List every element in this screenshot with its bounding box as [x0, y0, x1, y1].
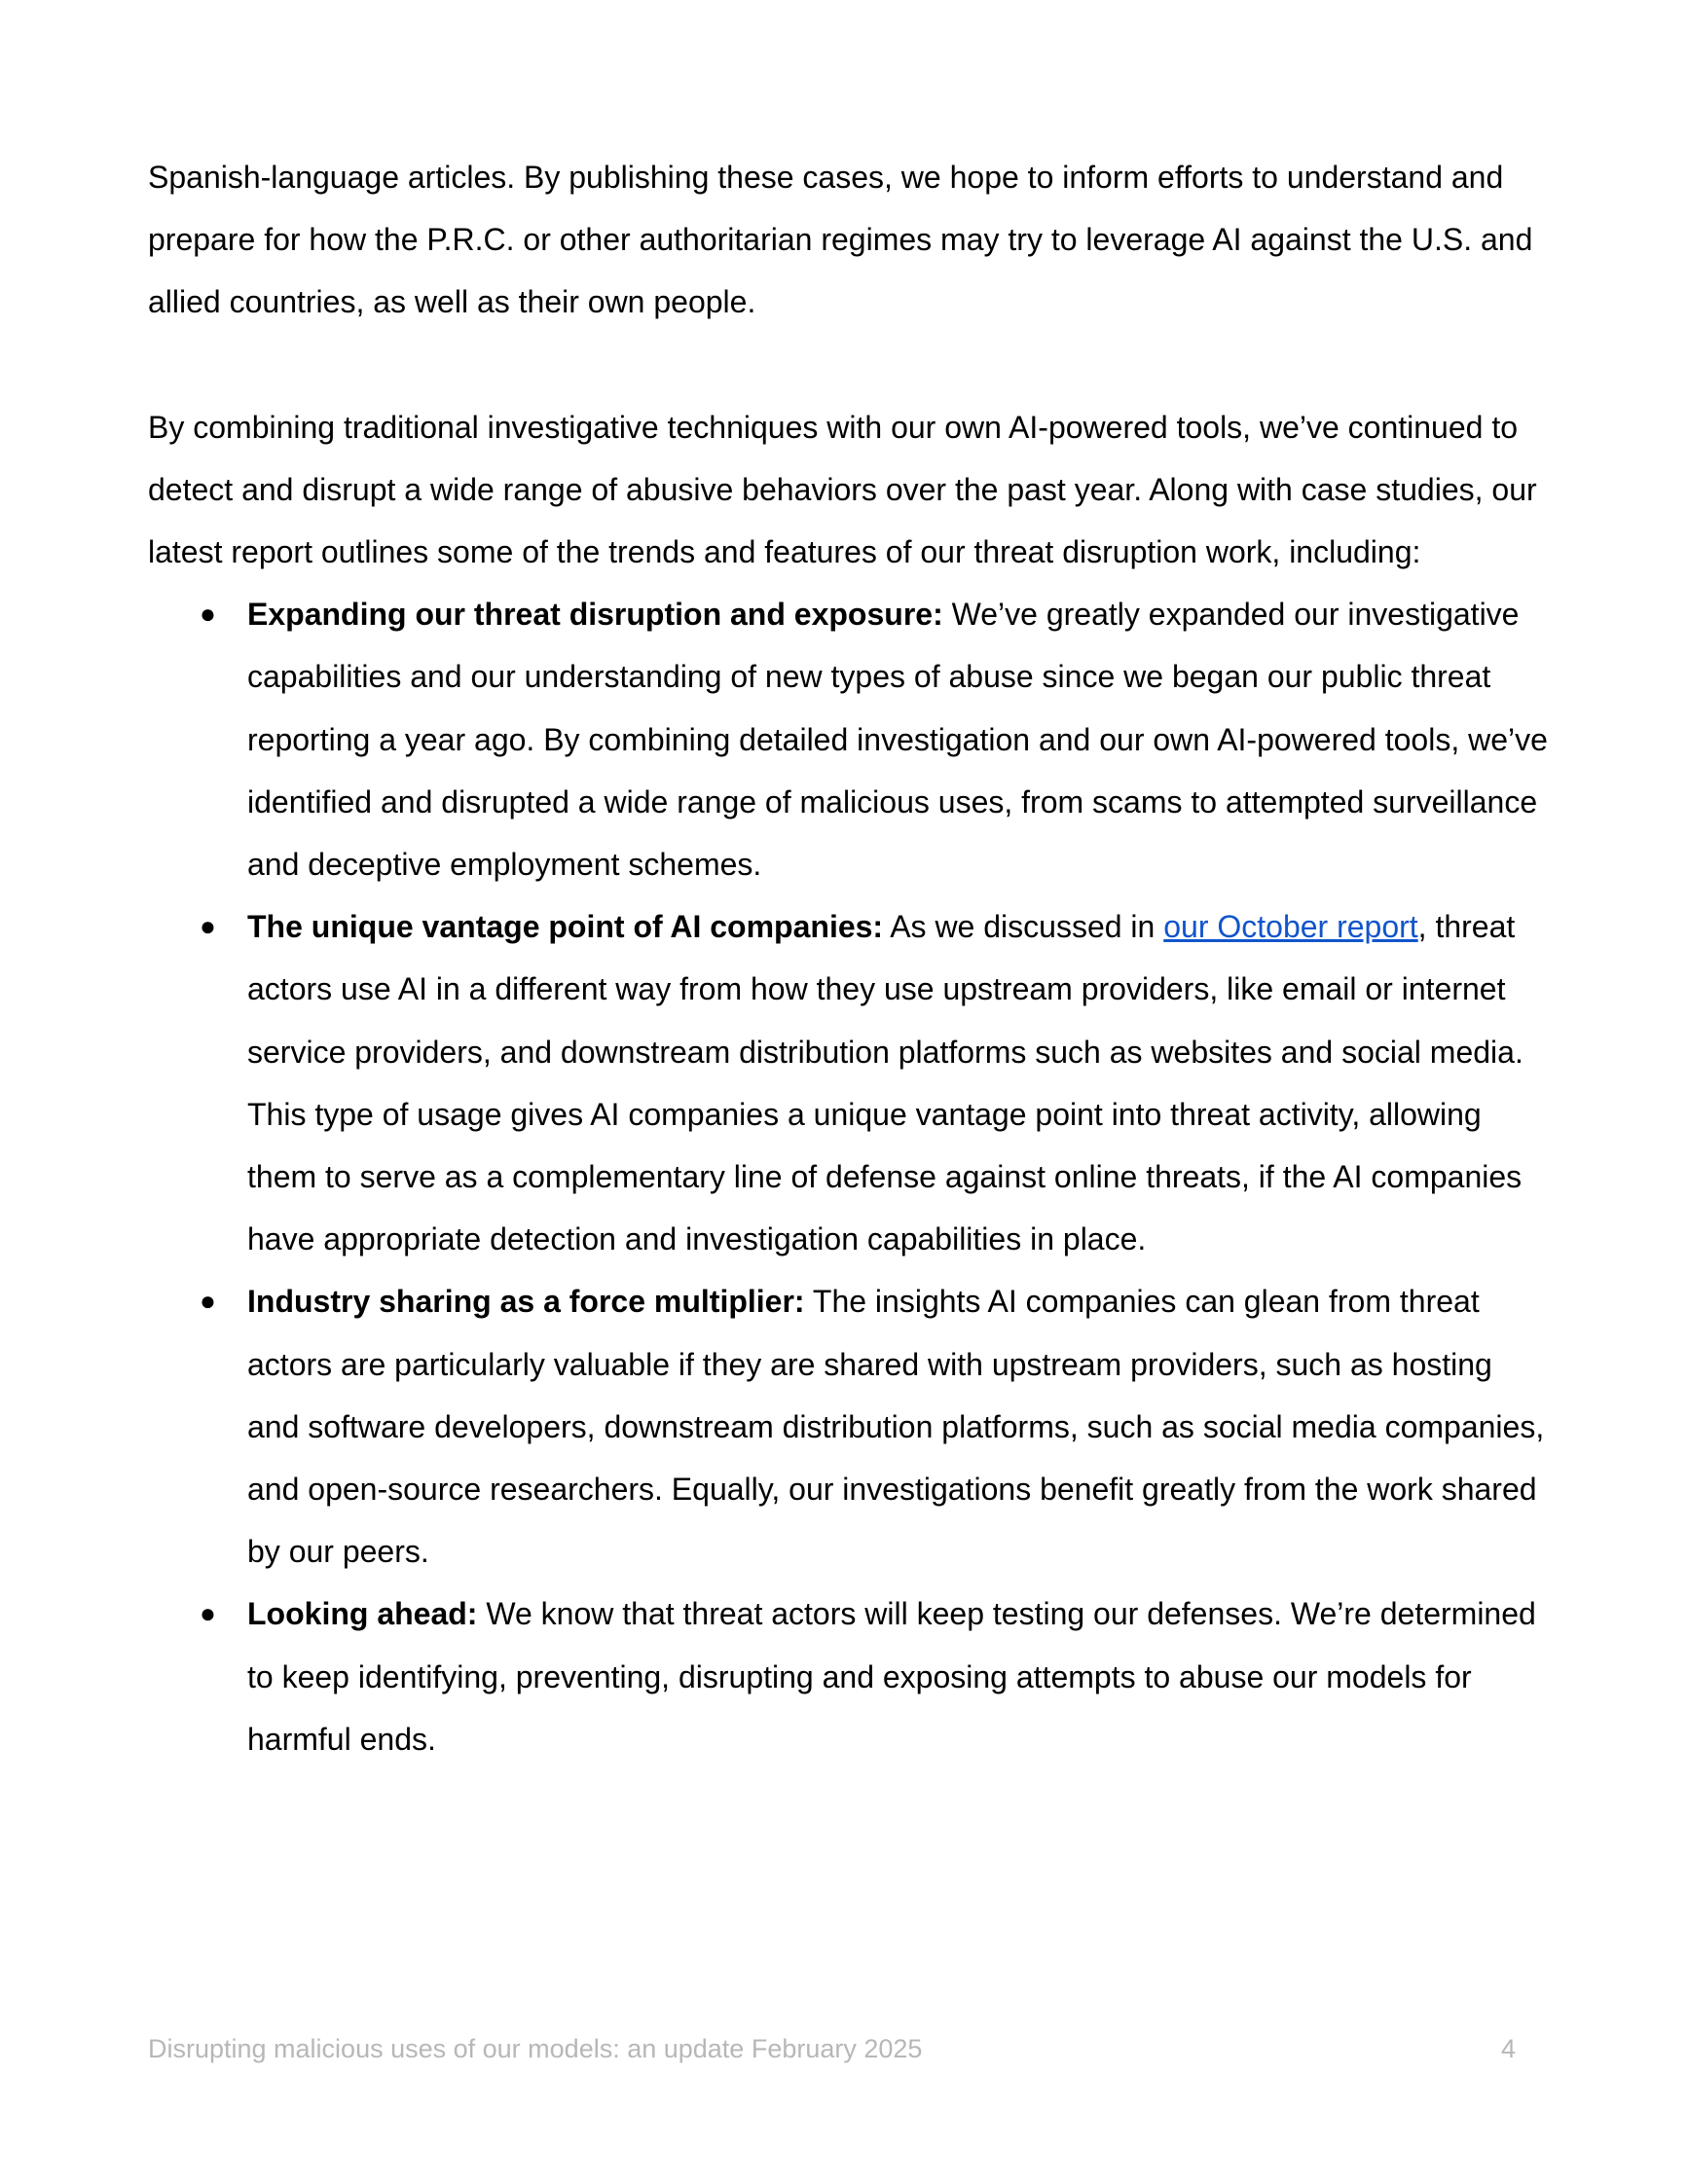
october-report-link[interactable]: our October report [1163, 909, 1418, 945]
bullet-icon: ● [200, 599, 216, 630]
bullet-icon: ● [200, 911, 216, 942]
list-item [148, 583, 1550, 895]
bullet-heading: The unique vantage point of AI companies: [247, 909, 884, 945]
bullet-text: As we discussed in [883, 909, 1164, 945]
bullet-icon: ● [200, 1598, 216, 1629]
page-number: 4 [1500, 2034, 1516, 2063]
summary-paragraph: By combining traditional investigative techniques with our own AI-powered tools, we’ve continued to detect and disrupt a wide range of abusive behaviors over the past year. Along with case studies, our latest report outlines some of the trends and features of our threat disruption work, including: [148, 409, 1537, 570]
document-body [148, 146, 1550, 1770]
bullet-heading: Expanding our threat disruption and exposure: [247, 597, 943, 633]
list-item [148, 1270, 1550, 1583]
page-footer [148, 2034, 1516, 2064]
bullet-text: The insights AI companies can glean from threat actors are particularly valuable if they are shared with upstream providers, such as hosting and software developers, downstream distribution platforms, such as social media companies, and open-source researchers. Equally, our investigations benefit greatly from the work shared by our peers. [247, 1284, 1545, 1570]
bullet-text: We’ve greatly expanded our investigative capabilities and our understanding of new types of abuse since we began our public threat reporting a year ago. By combining detailed investigation and our own AI-powered tools, we’ve identified and disrupted a wide range of malicious uses, from scams to attempted surveillance and deceptive employment schemes. [247, 597, 1548, 883]
list-item [148, 1583, 1550, 1770]
list-item [148, 895, 1550, 1270]
bullet-icon: ● [200, 1286, 216, 1317]
bullet-heading: Industry sharing as a force multiplier: [247, 1284, 805, 1320]
bullet-heading: Looking ahead: [247, 1596, 478, 1632]
bullet-text: , threat actors use AI in a different way from how they use upstream providers, like email or internet service providers, and downstream distribution platforms such as websites and social media. This type of usage gives AI companies a unique vantage point into threat activity, allowing them to serve as a complementary line of defense against online threats, if the AI companies have appropriate detection and investigation capabilities in place. [247, 909, 1523, 1257]
intro-paragraph: Spanish-language articles. By publishing these cases, we hope to inform efforts to understand and prepare for how the P.R.C. or other authoritarian regimes may try to leverage AI against the U.S. and allied countries, as well as their own people. [148, 160, 1533, 320]
footer-title: Disrupting malicious uses of our models: an update February 2025 [148, 2034, 923, 2063]
bullet-text: We know that threat actors will keep testing our defenses. We’re determined to keep identifying, preventing, disrupting and exposing attempts to abuse our models for harmful ends. [247, 1596, 1536, 1757]
trend-list [148, 583, 1550, 1770]
